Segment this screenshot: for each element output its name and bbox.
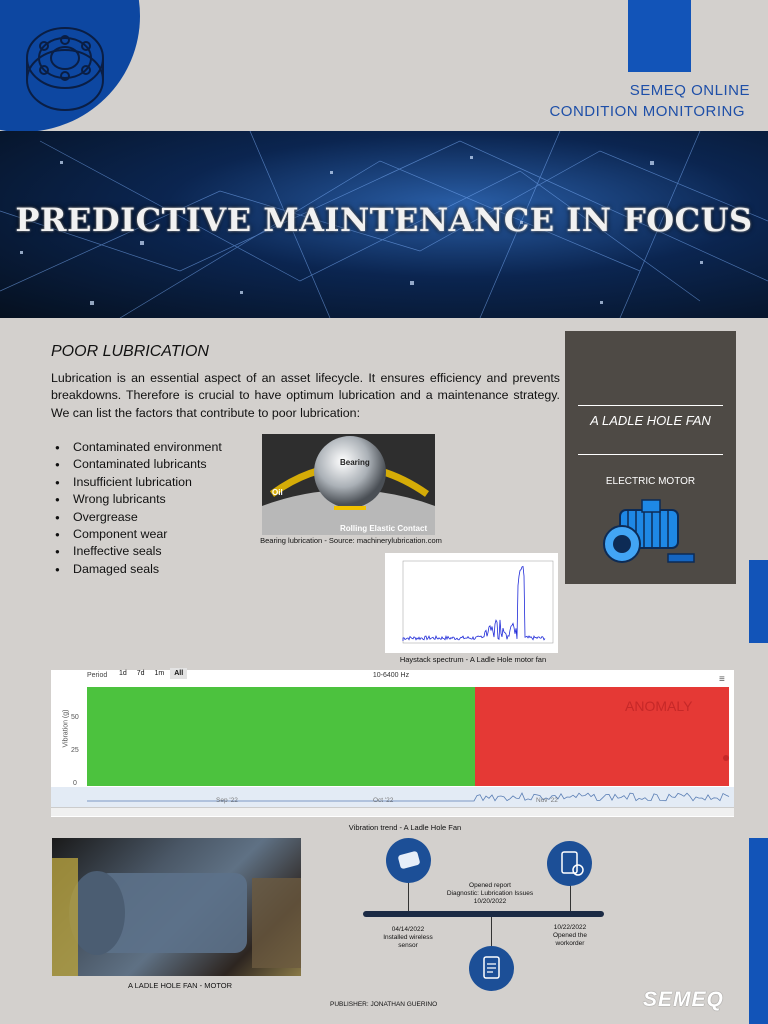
event2-line1: Opened report bbox=[469, 882, 511, 889]
semeq-logo: SEMEQ bbox=[643, 988, 724, 1011]
bearing-label: Bearing bbox=[340, 458, 370, 467]
motor-photo-caption: A LADLE HOLE FAN - MOTOR bbox=[127, 981, 233, 990]
timeline-connector bbox=[491, 917, 492, 947]
menu-icon[interactable]: ≡ bbox=[719, 674, 725, 685]
banner bbox=[0, 131, 768, 318]
y-tick: 0 bbox=[73, 780, 77, 787]
event1-text bbox=[368, 926, 448, 950]
section-title: POOR LUBRICATION bbox=[51, 343, 209, 360]
event3-text bbox=[530, 924, 610, 948]
list-item: ● Contaminated lubricants bbox=[51, 456, 222, 473]
period-label: Period bbox=[87, 672, 108, 679]
vibration-trend-chart bbox=[51, 670, 734, 817]
nav-label: Oct '22 bbox=[373, 797, 394, 804]
band-title: 10-6400 Hz bbox=[372, 672, 410, 679]
event2-line2: Diagnostic: Lubrication Issues bbox=[446, 890, 534, 897]
asset-title: A LADLE HOLE FAN bbox=[590, 413, 711, 428]
list-item: ● Wrong lubricants bbox=[51, 491, 222, 508]
factors-list bbox=[51, 439, 222, 578]
event1-line2: sensor bbox=[398, 942, 418, 949]
normal-zone bbox=[87, 687, 475, 786]
y-tick: 25 bbox=[71, 747, 79, 754]
list-item: ● Component wear bbox=[51, 526, 222, 543]
bearing-caption: Bearing lubrication - Source: machinerylubrication.com bbox=[260, 536, 442, 545]
event3-date: 10/22/2022 bbox=[553, 924, 587, 931]
oil-label: Oil bbox=[272, 488, 283, 497]
list-item: ● Insufficient lubrication bbox=[51, 474, 222, 491]
workorder-event-icon bbox=[547, 841, 592, 886]
divider bbox=[578, 454, 723, 455]
list-item: ● Damaged seals bbox=[51, 561, 222, 578]
navigator[interactable] bbox=[51, 787, 734, 807]
bearing-lubrication-image bbox=[262, 434, 435, 535]
bearing-illustration bbox=[262, 434, 435, 535]
latest-point-marker bbox=[723, 755, 729, 761]
period-selector bbox=[115, 670, 187, 677]
electric-motor-icon bbox=[598, 498, 698, 570]
intro-paragraph: Lubrication is an essential aspect of an asset lifecycle. It ensures efficiency and prevents breakdowns. Therefore is crucial to have optimum lubrication and a maintenance strategy. We can list the factors that contribute to poor lubrication: bbox=[51, 371, 560, 420]
asset-subtitle: ELECTRIC MOTOR bbox=[605, 476, 696, 487]
period-1d-button[interactable]: 1d bbox=[119, 670, 127, 677]
brand-line-2: CONDITION MONITORING bbox=[549, 103, 745, 120]
trend-caption: Vibration trend - A Ladle Hole Fan bbox=[348, 823, 462, 832]
haystack-spectrum-chart bbox=[385, 553, 558, 653]
motor-photo bbox=[52, 838, 301, 976]
brand-line-1: SEMEQ ONLINE bbox=[629, 82, 750, 99]
side-accent-bar bbox=[749, 838, 768, 1024]
wireless-sensor-icon bbox=[386, 838, 431, 883]
event1-date: 04/14/2022 bbox=[391, 926, 425, 933]
list-item: ● Ineffective seals bbox=[51, 543, 222, 560]
brand-square bbox=[628, 0, 691, 72]
period-1m-button[interactable]: 1m bbox=[154, 670, 165, 677]
bearing-icon bbox=[20, 18, 110, 118]
list-item: ● Contaminated environment bbox=[51, 439, 222, 456]
divider bbox=[578, 405, 723, 406]
spectrum-plot bbox=[385, 553, 558, 653]
banner-title: PREDICTIVE MAINTENANCE IN FOCUS bbox=[15, 201, 753, 239]
report-event-icon bbox=[469, 946, 514, 991]
event2-text bbox=[430, 882, 550, 906]
nav-label: Nov '22 bbox=[536, 797, 558, 804]
nav-label: Sep '22 bbox=[216, 797, 238, 804]
anomaly-label: ANOMALY bbox=[625, 698, 693, 714]
publisher: PUBLISHER: JONATHAN GUERINO bbox=[330, 1001, 438, 1008]
period-7d-button[interactable]: 7d bbox=[136, 670, 145, 677]
event2-date: 10/20/2022 bbox=[473, 898, 507, 905]
list-item: ● Overgrease bbox=[51, 509, 222, 526]
event1-line1: Installed wireless bbox=[383, 934, 433, 941]
y-tick: 50 bbox=[71, 714, 79, 721]
report-icon bbox=[469, 946, 514, 991]
motor-photo-illustration bbox=[52, 838, 301, 976]
sensor-event-icon bbox=[386, 838, 431, 883]
timeline-bar bbox=[363, 911, 604, 917]
scrollbar[interactable] bbox=[51, 807, 734, 816]
event3-line2: workorder bbox=[555, 940, 585, 947]
side-accent-bar bbox=[749, 560, 768, 643]
spectrum-caption: Haystack spectrum - A Ladle Hole motor fan bbox=[399, 655, 547, 664]
clipboard-icon bbox=[547, 841, 592, 886]
y-axis-label: Vibration (g) bbox=[62, 709, 70, 748]
period-all-button[interactable]: All bbox=[170, 668, 187, 679]
contact-label: Rolling Elastic Contact bbox=[340, 524, 428, 533]
event3-line1: Opened the bbox=[553, 932, 587, 939]
